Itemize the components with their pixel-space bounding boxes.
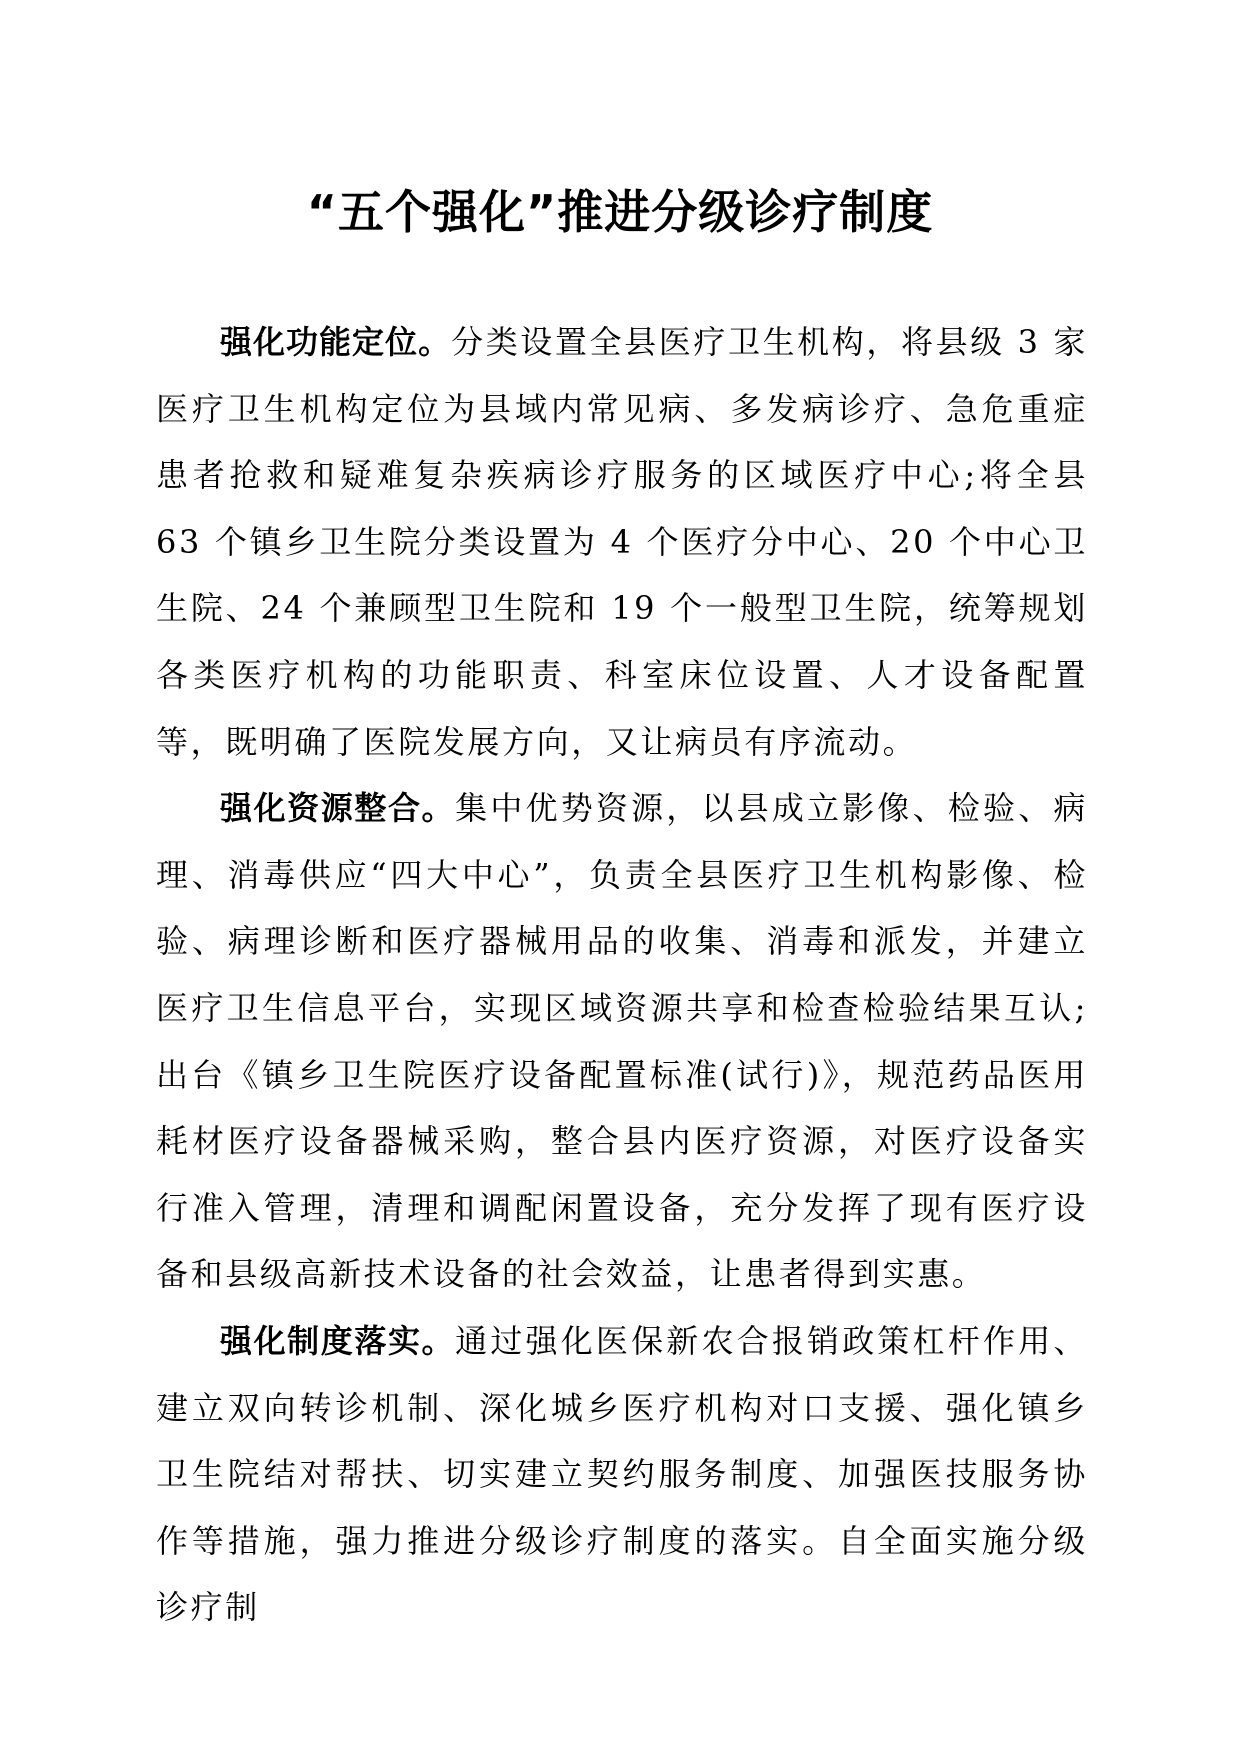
document-body [156,309,1088,1641]
document-title: “五个强化”推进分级诊疗制度 [306,185,934,239]
paragraph-text: 分类设置全县医疗卫生机构，将县级 3 家医疗卫生机构定位为县域内常见病、多发病诊疗、急危重症患者抢救和疑难复杂疾病诊疗服务的区域医疗中心;将全县 63 个镇乡卫生院分类设置为 4 个医疗分中心、20 个中心卫生院、24 个兼顾型卫生院和 19 个一般型卫生院，统筹规划各类医疗机构的功能职责、科室床位设置、人才设备配置等，既明确了医院发展方向，又让病员有序流动。 [156,323,1088,761]
paragraph-lead: 强化功能定位。 [220,323,452,361]
paragraph-resource-integration [156,775,1088,1308]
paragraph-function-positioning [156,309,1088,775]
paragraph-text: 集中优势资源，以县成立影像、检验、病理、消毒供应“四大中心”，负责全县医疗卫生机构影像、检验、病理诊断和医疗器械用品的收集、消毒和派发，并建立医疗卫生信息平台，实现区域资源共享和检查检验结果互认;出台《镇乡卫生院医疗设备配置标准(试行)》，规范药品医用耗材医疗设备器械采购，整合县内医疗资源，对医疗设备实行准入管理，清理和调配闲置设备，充分发挥了现有医疗设备和县级高新技术设备的社会效益，让患者得到实惠。 [156,789,1088,1294]
paragraph-lead: 强化制度落实。 [220,1321,456,1360]
paragraph-text: 通过强化医保新农合报销政策杠杆作用、建立双向转诊机制、深化城乡医疗机构对口支援、强化镇乡卫生院结对帮扶、切实建立契约服务制度、加强医技服务协作等措施，强力推进分级诊疗制度的落实。自全面实施分级诊疗制 [156,1321,1088,1627]
paragraph-system-implementation [156,1308,1088,1641]
paragraph-lead: 强化资源整合。 [220,789,456,828]
